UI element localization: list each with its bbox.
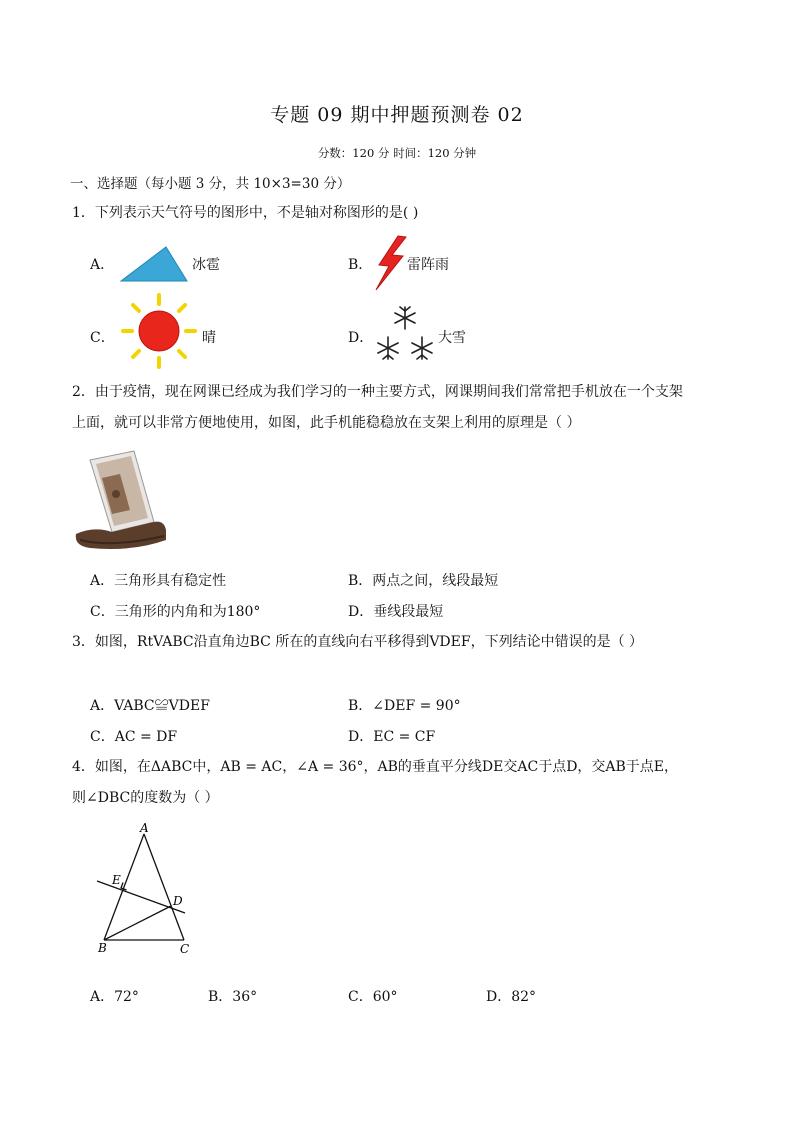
q1-option-a-letter[interactable]: A． <box>90 257 115 273</box>
segment-bd <box>104 906 171 940</box>
q1-option-c-letter[interactable]: C． <box>90 330 115 346</box>
triangle-figure <box>90 820 200 960</box>
q1-option-d-letter[interactable]: D． <box>348 330 374 346</box>
q4-option-b[interactable]: B．36° <box>208 989 258 1005</box>
q4-stem-line2: 则∠DBC的度数为（ ） <box>72 790 219 806</box>
q3-stem: 3．如图，RtVABC沿直角边BC 所在的直线向右平移得到VDEF，下列结论中错误的是（ ） <box>72 634 644 650</box>
q2-option-d[interactable]: D．垂线段最短 <box>348 604 444 620</box>
thunderstorm-bolt-icon <box>372 235 408 291</box>
section-heading: 一、选择题（每小题 3 分，共 10×3=30 分） <box>70 176 351 192</box>
q3-option-c[interactable]: C．AC = DF <box>90 729 178 745</box>
q1-option-b-label: 雷阵雨 <box>407 257 449 273</box>
side-ab <box>104 834 144 940</box>
q3-option-d[interactable]: D．EC = CF <box>348 729 436 745</box>
q1-stem: 1．下列表示天气符号的图形中，不是轴对称图形的是( ) <box>72 205 419 221</box>
q1-option-b-letter[interactable]: B． <box>348 257 373 273</box>
point-label-e: E <box>112 873 121 887</box>
q4-option-d[interactable]: D．82° <box>486 989 537 1005</box>
q3-option-a[interactable]: A．VABC≌VDEF <box>90 698 210 714</box>
q3-option-b[interactable]: B．∠DEF = 90° <box>348 698 461 714</box>
score-time-info: 分数：120 分 时间：120 分钟 <box>317 146 477 160</box>
point-label-b: B <box>98 941 107 955</box>
q1-option-d-label: 大雪 <box>438 330 466 346</box>
sunny-sun-icon <box>114 292 204 370</box>
q2-stem-line2: 上面，就可以非常方便地使用，如图，此手机能稳稳放在支架上利用的原理是（ ） <box>72 415 581 431</box>
point-label-a: A <box>140 821 149 835</box>
q4-stem-line1: 4．如图，在ΔABC中，AB = AC，∠A = 36°，AB的垂直平分线DE交AC于点D，交AB于点E， <box>72 759 679 775</box>
q2-stem-line1: 2．由于疫情，现在网课已经成为我们学习的一种主要方式，网课期间我们常常把手机放在一个支架 <box>72 384 683 400</box>
q2-option-a[interactable]: A．三角形具有稳定性 <box>90 573 227 589</box>
hail-triangle-icon <box>117 244 189 284</box>
q4-option-a[interactable]: A．72° <box>90 989 139 1005</box>
page-title: 专题 09 期中押题预测卷 02 <box>270 104 524 126</box>
point-label-c: C <box>180 942 190 956</box>
q1-option-a-label: 冰雹 <box>192 257 220 273</box>
phone-on-stand-image <box>72 448 168 554</box>
q4-option-c[interactable]: C．60° <box>348 989 398 1005</box>
q1-option-c-label: 晴 <box>202 330 216 346</box>
q2-option-c[interactable]: C．三角形的内角和为180° <box>90 604 261 620</box>
point-label-d: D <box>173 894 183 908</box>
heavy-snow-icon <box>372 303 438 365</box>
perpendicular-bisector-de <box>97 881 185 913</box>
q2-option-b[interactable]: B．两点之间，线段最短 <box>348 573 499 589</box>
side-ac <box>144 834 184 940</box>
